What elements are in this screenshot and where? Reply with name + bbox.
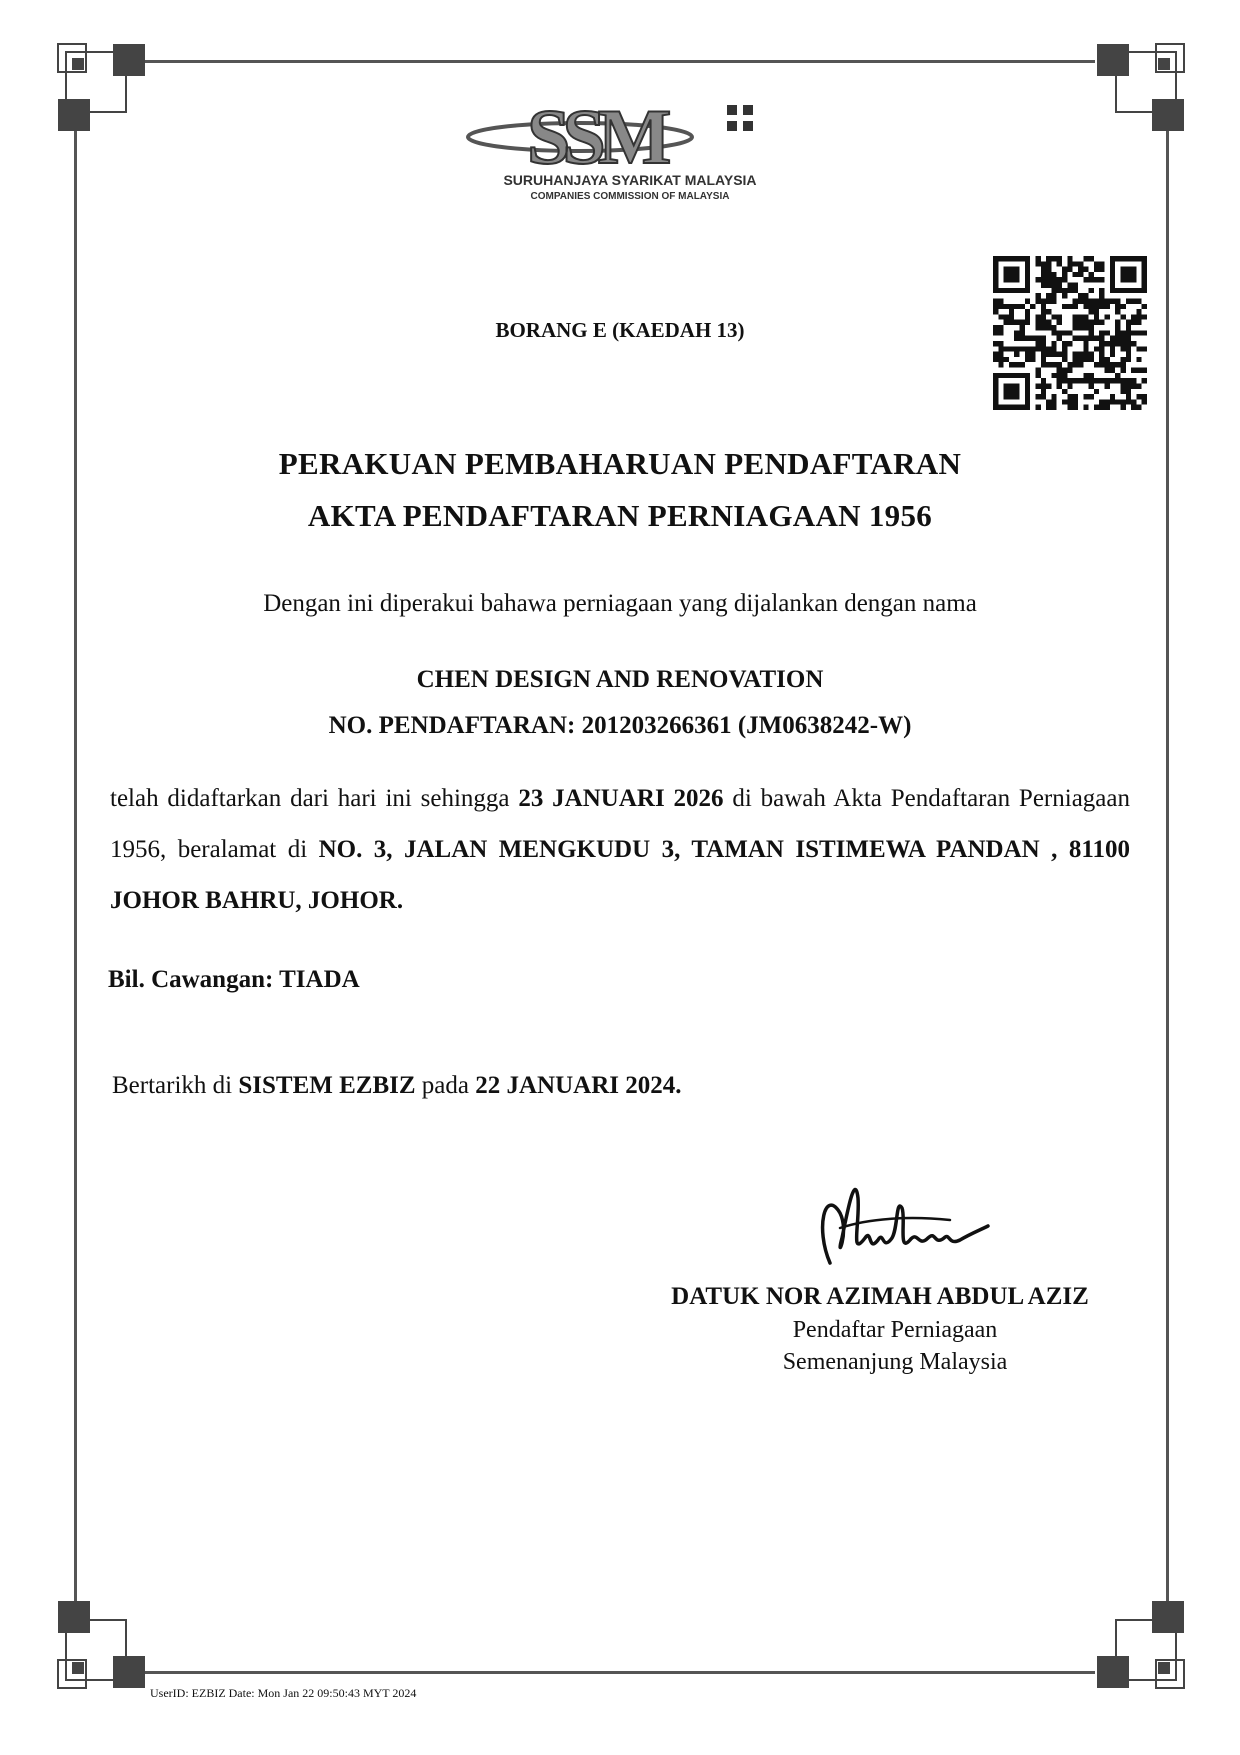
- registration-statement: [110, 773, 1130, 926]
- frame-right: [1166, 130, 1169, 1610]
- ssm-logo: [465, 95, 795, 210]
- certificate-title-line1: PERAKUAN PEMBAHARUAN PENDAFTARAN: [278, 446, 962, 481]
- form-reference: BORANG E (KAEDAH 13): [495, 318, 745, 342]
- certificate-title-line2: AKTA PENDAFTARAN PERNIAGAAN 1956: [307, 498, 933, 533]
- expiry-date: 23 JANUARI 2026: [518, 785, 724, 812]
- registration-number: NO. PENDAFTARAN: 201203266361 (JM0638242-W): [328, 712, 912, 739]
- signer-title: Pendaftar Perniagaan: [792, 1317, 998, 1343]
- frame-left: [74, 130, 77, 1610]
- dated-text: pada: [415, 1072, 476, 1099]
- corner-ornament-bottom-left: [56, 1600, 146, 1690]
- frame-top: [145, 60, 1095, 63]
- statement-text: telah didaftarkan dari hari ini sehingga: [110, 785, 519, 812]
- dated-statement: [112, 1072, 681, 1100]
- svg-text:SSM: SSM: [527, 95, 664, 180]
- corner-ornament-top-right: [1096, 42, 1186, 132]
- corner-ornament-top-left: [56, 42, 146, 132]
- business-address: NO. 3, JALAN MENGKUDU 3, TAMAN ISTIMEWA PANDAN , 81100 JOHOR BAHRU, JOHOR.: [110, 836, 1130, 914]
- dated-text: Bertarikh di: [112, 1072, 239, 1099]
- statement-text: di bawah Akta Pendaftaran Perniagaan 1956, beralamat di: [110, 785, 1130, 863]
- signer-jurisdiction: Semenanjung Malaysia: [782, 1349, 1008, 1375]
- svg-text:COMPANIES COMMISSION OF MALAYS: COMPANIES COMMISSION OF MALAYSIA: [530, 191, 730, 202]
- footer-user-stamp: UserID: EZBIZ Date: Mon Jan 22 09:50:43 MYT 2024: [150, 1686, 417, 1700]
- signature: [810, 1168, 992, 1278]
- svg-text:SURUHANJAYA SYARIKAT MALAYSIA: SURUHANJAYA SYARIKAT MALAYSIA: [503, 172, 757, 188]
- certification-intro: Dengan ini diperakui bahawa perniagaan yang dijalankan dengan nama: [263, 590, 977, 617]
- branch-count: Bil. Cawangan: TIADA: [108, 966, 360, 993]
- frame-bottom: [145, 1671, 1095, 1674]
- corner-ornament-bottom-right: [1096, 1600, 1186, 1690]
- business-name: CHEN DESIGN AND RENOVATION: [416, 666, 824, 693]
- issue-date: 22 JANUARI 2024.: [475, 1072, 682, 1099]
- issuing-system: SISTEM EZBIZ: [238, 1072, 416, 1099]
- signer-name: DATUK NOR AZIMAH ABDUL AZIZ: [671, 1283, 1089, 1310]
